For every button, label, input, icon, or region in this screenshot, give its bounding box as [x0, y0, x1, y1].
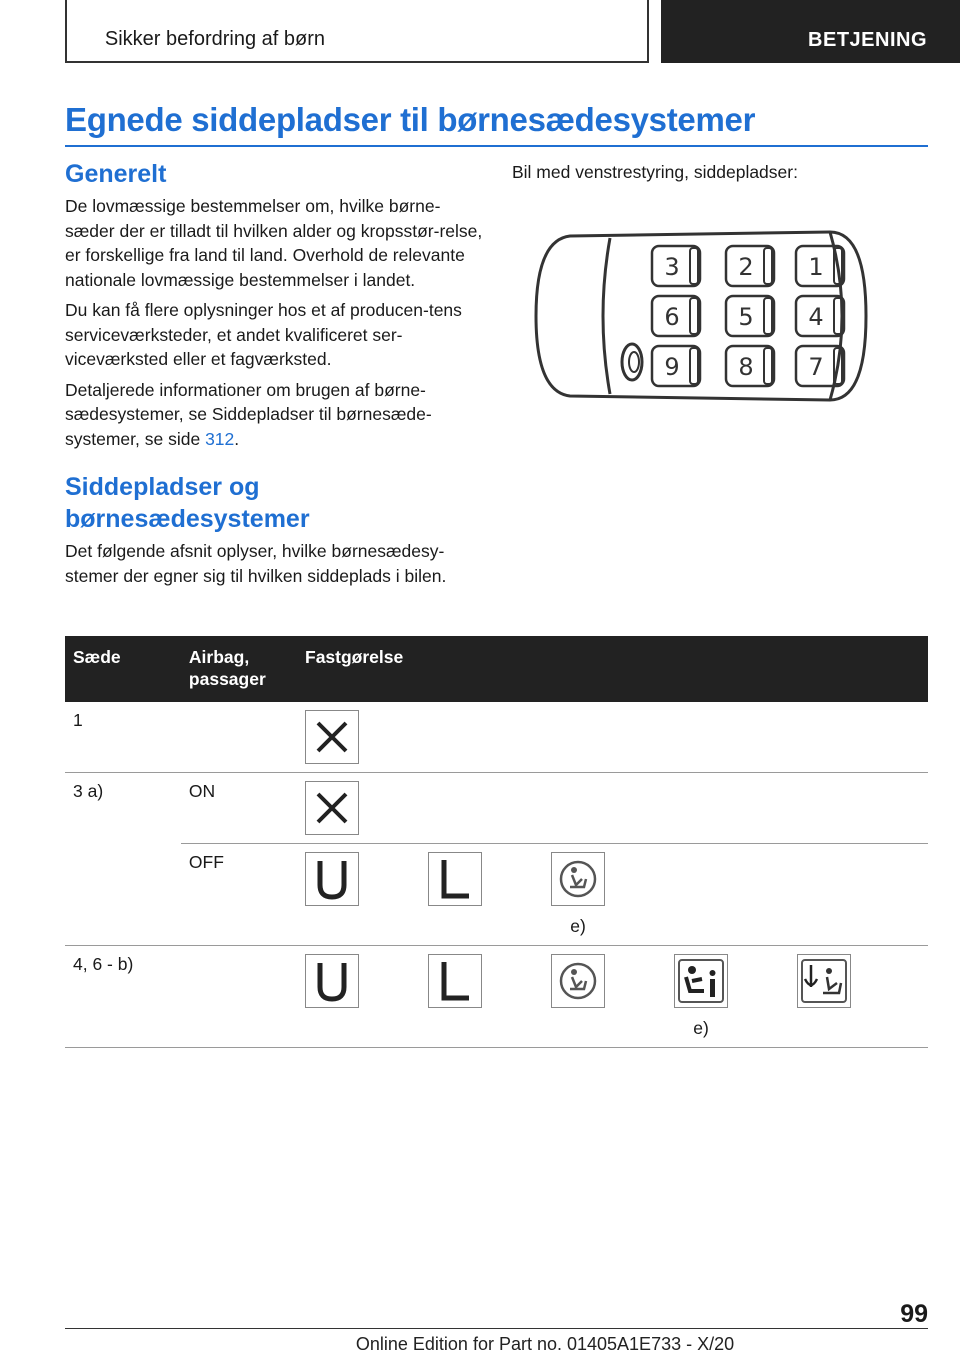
child-seat-anchor-icon: [797, 954, 851, 1008]
attachment-option: [797, 954, 920, 1039]
attachment-option: [305, 852, 428, 937]
attachment-option: [551, 852, 674, 937]
cross-icon: [305, 781, 359, 835]
page-title: Egnede siddepladser til børnesædesystemer: [65, 101, 756, 138]
seat-number: 2: [738, 253, 754, 281]
attachment-option: [428, 954, 551, 1039]
page-link[interactable]: 312: [205, 428, 235, 449]
cell-airbag: ON: [181, 773, 297, 844]
title-divider: [65, 145, 928, 147]
attachment-option: [305, 781, 428, 835]
cell-attachment: [297, 946, 928, 1048]
seat-4: [796, 296, 844, 336]
seats-heading-line-1: Siddepladser og: [65, 473, 260, 501]
footnote-marker: e): [570, 916, 586, 936]
cell-airbag: [181, 702, 297, 773]
seat-8: [726, 346, 774, 386]
header-attachment: Fastgørelse: [297, 636, 928, 702]
table-header-row: [65, 636, 928, 702]
seats-heading: [65, 471, 485, 535]
attachment-icon-list: [305, 781, 920, 835]
child-seat-circle-icon: [551, 954, 605, 1008]
seats-paragraph: Det følgende afsnit oplyser, hvilke børnesædesy-stemer der egner sig til hvilken siddeplads i bilen.: [65, 541, 447, 586]
cell-seat: 4, 6 - b): [65, 946, 181, 1048]
seat-9: [652, 346, 700, 386]
cell-attachment: [297, 844, 928, 946]
attachment-icon-list: [305, 852, 920, 937]
seat-table: [65, 636, 928, 1048]
table-row: [65, 702, 928, 773]
cell-attachment: [297, 773, 928, 844]
attachment-option: [551, 954, 674, 1039]
header-section-title: Sikker befordring af børn: [104, 28, 325, 50]
seat-number: 4: [808, 303, 824, 331]
attachment-option: [305, 710, 428, 764]
cell-airbag: OFF: [181, 844, 297, 946]
u-icon: [305, 852, 359, 906]
table-row: [65, 773, 928, 844]
attachment-option: [674, 954, 797, 1039]
table-row: [65, 946, 928, 1048]
cell-seat: 3 a): [73, 781, 104, 801]
general-paragraph-3-text: Detaljerede informationer om brugen af børne-sædesystemer, se Siddepladser til børnesæde-systemer, se side: [65, 379, 432, 449]
seat-number: 1: [808, 253, 824, 281]
l-icon: [428, 852, 482, 906]
general-paragraph-1: De lovmæssige bestemmelser om, hvilke børne-sæder der er tilladt til hvilken alder og kropsstør-relse, er forskellige fra land til land. Overhold de relevante nationale lovmæssige bestemmelser i landet.: [65, 196, 483, 290]
header-airbag: Airbag, passager: [181, 636, 297, 702]
seat-number: 6: [664, 303, 680, 331]
attachment-icon-list: [305, 954, 920, 1039]
header-box: [65, 0, 649, 63]
car-seat-diagram: [530, 226, 870, 406]
footer-edition: Online Edition for Part no. 01405A1E733 - X/20: [355, 1334, 735, 1354]
general-heading: Generelt: [65, 160, 167, 188]
child-seat-info-icon: [674, 954, 728, 1008]
cell-seat: [65, 844, 181, 946]
general-paragraph-3-end: .: [234, 428, 240, 449]
header-chapter-tab[interactable]: BETJENING: [661, 0, 960, 63]
footnote-marker: e): [693, 1018, 709, 1038]
seat-number: 3: [664, 253, 680, 281]
seat-number: 9: [664, 353, 680, 381]
header-seat: Sæde: [65, 636, 181, 702]
diagram-caption: Bil med venstrestyring, siddepladser:: [512, 162, 798, 182]
seat-number: 5: [738, 303, 754, 331]
child-seat-circle-icon: [551, 852, 605, 906]
steering-wheel-icon: [622, 344, 642, 380]
left-column: [65, 158, 485, 594]
seat-number: 8: [738, 353, 754, 381]
cross-icon: [305, 710, 359, 764]
seats-heading-line-2: børnesædesystemer: [65, 505, 310, 533]
seat-number: 7: [808, 353, 824, 381]
cell-attachment: [297, 702, 928, 773]
seat-6: [652, 296, 700, 336]
u-icon: [305, 954, 359, 1008]
l-icon: [428, 954, 482, 1008]
seat-2: [726, 246, 774, 286]
seat-5: [726, 296, 774, 336]
general-paragraph-2: Du kan få flere oplysninger hos et af producen-tens serviceværksteder, et andet kvalificeret ser-viceværksted eller et fagværksted.: [65, 300, 462, 369]
footer-divider: [65, 1328, 928, 1329]
table-row: [65, 844, 928, 946]
page-number: 99: [900, 1300, 928, 1328]
general-paragraph-3: [65, 378, 485, 452]
attachment-option: [305, 954, 428, 1039]
cell-seat: 1: [65, 702, 181, 773]
attachment-icon-list: [305, 710, 920, 764]
seat-3: [652, 246, 700, 286]
attachment-option: [428, 852, 551, 937]
cell-airbag: [181, 946, 297, 1048]
